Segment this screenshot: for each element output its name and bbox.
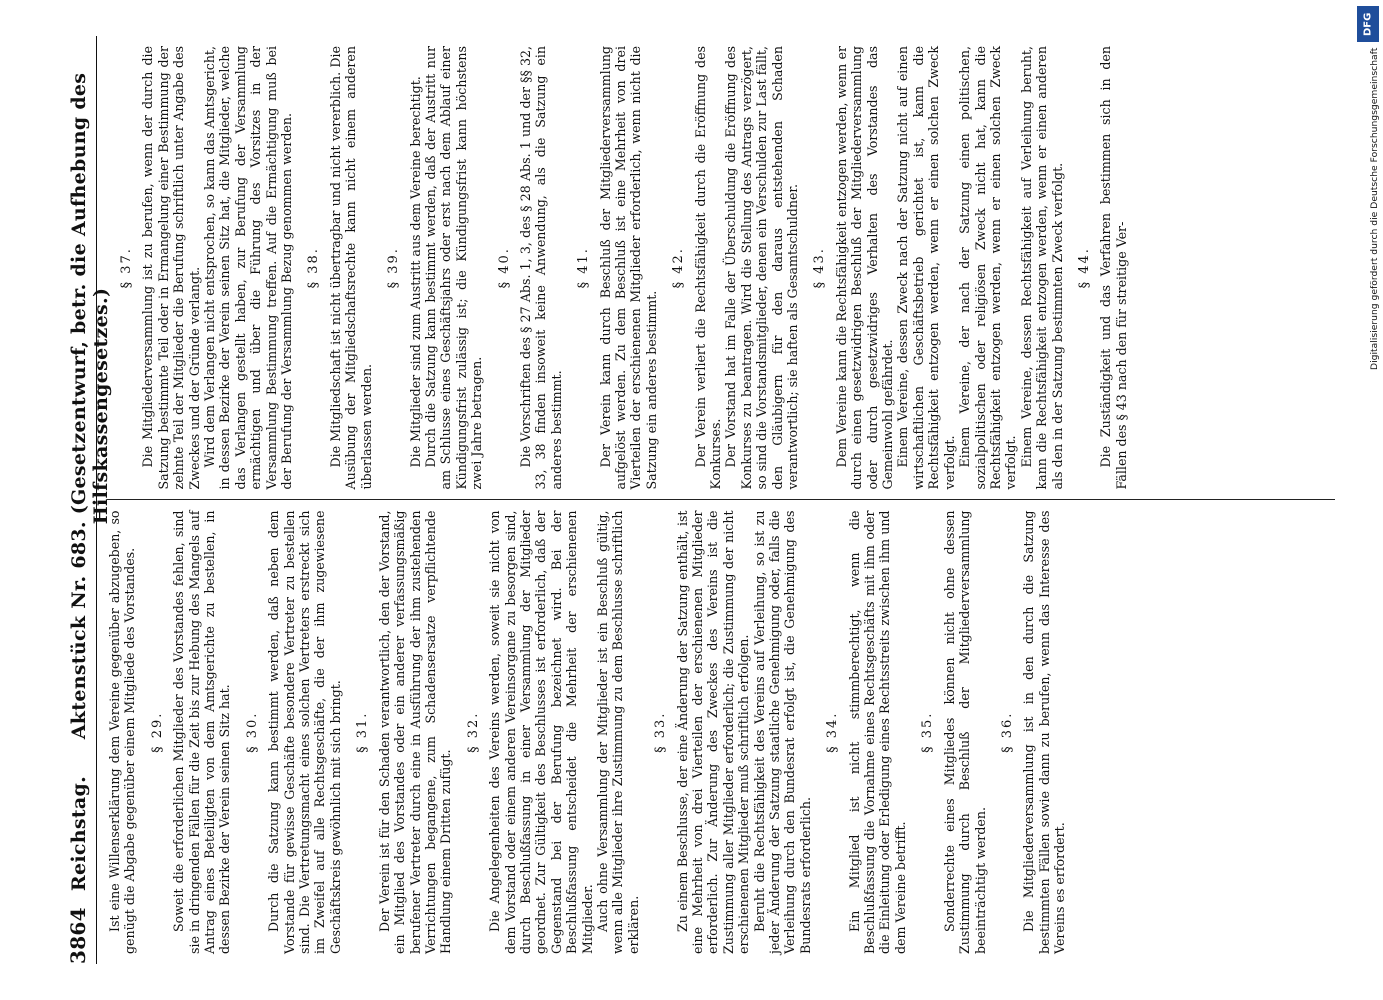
- page-header: [66, 36, 112, 964]
- chamber-name: Reichstag.: [68, 775, 90, 892]
- left-column: [103, 501, 1339, 965]
- text-columns: [103, 36, 1339, 964]
- column-divider: [107, 500, 1335, 501]
- section-heading: § 33.: [653, 711, 669, 753]
- section-heading: § 34.: [825, 711, 841, 753]
- paragraph: Soweit die erforderlichen Mitglieder des Vorstandes fehlen, sind sie in dringenden Fällen für die Zeit bis zur Hebung des Mangels auf Antrag eines Beteiligten von dem Amtsgerichte zu bestellen, in dessen Bezirke der Verein seinen Sitz hat.: [171, 510, 233, 954]
- section-heading: § 39.: [386, 247, 402, 289]
- paragraph: Die Mitgliederversammlung ist zu berufen, wenn der durch die Satzung bestimmte Teil oder in Ermangelung einer Bestimmung der zehnte Teil der Mitglieder die Berufung schriftlich unter Angabe des Zweckes und der Gründe verlangt.: [140, 46, 202, 490]
- paragraph: Der Vorstand hat im Falle der Überschuldung die Eröffnung des Konkurses zu beantragen. Wird die Stellung des Antrags verzögert, so sind die Vorstandsmitglieder, denen ein Verschulden zur Last fällt, den Gläubigern für den daraus entstehenden Schaden verantwortlich; sie haften als Gesamtschuldner.: [723, 46, 801, 490]
- paragraph: Ist eine Willenserklärung dem Vereine gegenüber abzugeben, so genügt die Abgabe gegenüber einem Mitgliede des Vorstandes.: [107, 510, 138, 954]
- section-heading: § 32.: [465, 711, 481, 753]
- paragraph: Ein Mitglied ist nicht stimmberechtigt, wenn die Beschlußfassung die Vornahme eines Rechtsgeschäfts mit ihm oder die Einleitung oder Erledigung eines Rechtsstreits zwischen ihm und dem Vereine betrifft.: [846, 510, 908, 954]
- paragraph: Der Verein verliert die Rechtsfähigkeit durch die Eröffnung des Konkurses.: [692, 46, 723, 490]
- document-title: Aktenstück Nr. 683. (Gesetzentwurf, betr. die Aufhebung des Hilfskassengesetzes.): [68, 72, 112, 740]
- paragraph: Die Mitgliedschaft ist nicht übertragbar und nicht vererblich. Die Ausübung der Mitgliedschaftsrechte kann nicht einem anderen überlassen werden.: [327, 46, 374, 490]
- paragraph: Auch ohne Versammlung der Mitglieder ist ein Beschluß gültig, wenn alle Mitglieder ihre Zustimmung zu dem Beschlusse schriftlich erklären.: [594, 510, 641, 954]
- paragraph: Die Mitgliederversammlung ist in den durch die Satzung bestimmten Fällen sowie dann zu berufen, wenn das Interesse des Vereins es erfordert.: [1021, 510, 1068, 954]
- section-heading: § 35.: [920, 711, 936, 753]
- paragraph: Einem Vereine, der nach der Satzung einen politischen, sozialpolitischen oder religiösen Zweck nicht hat, kann die Rechtsfähigkeit entzogen werden, wenn er einen solchen Zweck verfolgt.: [957, 46, 1019, 490]
- section-heading: § 42.: [671, 247, 687, 289]
- digitization-credit: Digitalisierung gefördert durch die Deutsche Forschungsgemeinschaft: [1369, 48, 1380, 371]
- paragraph: Beruht die Rechtsfähigkeit des Vereins auf Verleihung, so ist zu jeder Änderung der Satzung staatliche Genehmigung oder, falls die Verleihung durch den Bundesrat erfolgt ist, die Genehmigung des Bundesrats erforderlich.: [751, 510, 813, 954]
- paragraph: Die Vorschriften des § 27 Abs. 1, 3, des § 28 Abs. 1 und der §§ 32, 33, 38 finden insoweit keine Anwendung, als die Satzung ein anderes bestimmt.: [517, 46, 564, 490]
- paragraph: Einem Vereine, dessen Zweck nach der Satzung nicht auf einen wirtschaftlichen Geschäftsbetrieb gerichtet ist, kann die Rechtsfähigkeit entzogen werden, wenn er einen solchen Zweck verfolgt.: [895, 46, 957, 490]
- page-number: 3864: [66, 907, 90, 964]
- paragraph: Einem Vereine, dessen Rechtsfähigkeit auf Verleihung beruht, kann die Rechtsfähigkeit entzogen werden, wenn er einen anderen als den in der Satzung bestimmten Zweck verfolgt.: [1018, 46, 1065, 490]
- section-heading: § 43.: [812, 247, 828, 289]
- paragraph: Zu einem Beschlusse, der eine Änderung der Satzung enthält, ist eine Mehrheit von drei Vierteilen der erschienenen Mitglieder erforderlich. Zur Änderung des Zweckes des Vereins ist die Zustimmung aller Mitglieder erforderlich; die Zustimmung der nicht erschienenen Mitglieder muß schriftlich erfolgen.: [674, 510, 752, 954]
- document-page: [60, 28, 1350, 972]
- section-heading: § 36.: [999, 711, 1015, 753]
- paragraph: Die Zuständigkeit und das Verfahren bestimmen sich in den Fällen des § 43 nach den für streitige Ver-: [1098, 46, 1129, 490]
- paragraph: Der Verein kann durch Beschluß der Mitgliederversammlung aufgelöst werden. Zu dem Beschluß ist eine Mehrheit von drei Vierteilen der erschienenen Mitglieder erforderlich, wenn nicht die Satzung ein anderes bestimmt.: [597, 46, 659, 490]
- section-heading: § 29.: [149, 711, 165, 753]
- section-heading: § 37.: [119, 247, 134, 289]
- right-column: [103, 36, 1339, 500]
- paragraph: Sonderrechte eines Mitgliedes können nicht ohne dessen Zustimmung durch Beschluß der Mitgliederversammlung beeinträchtigt werden.: [941, 510, 988, 954]
- scanned-page-area: [60, 28, 1350, 972]
- paragraph: Die Angelegenheiten des Vereins werden, soweit sie nicht von dem Vorstand oder einem anderen Vereinsorgane zu besorgen sind, durch Beschlußfassung in einer Versammlung der Mitglieder geordnet. Zur Gültigkeit des Beschlusses ist erforderlich, daß der Gegenstand bei der Berufung bezeichnet wird. Bei der Beschlußfassung entscheidet die Mehrheit der erschienenen Mitglieder.: [487, 510, 595, 954]
- section-heading: § 44.: [1076, 247, 1092, 289]
- paragraph: Durch die Satzung kann bestimmt werden, daß der Austritt nur am Schlusse eines Geschäftsjahrs oder erst nach dem Ablauf einer Kündigungsfrist zulässig ist; die Kündigungsfrist kann höchstens zwei Jahre betragen.: [422, 46, 485, 490]
- section-heading: § 40.: [496, 247, 512, 289]
- dfg-logo: DFG: [1357, 6, 1379, 42]
- paragraph: Dem Vereine kann die Rechtsfähigkeit entzogen werden, wenn er durch einen gesetzwidrigen Beschluß der Mitgliederversammlung oder durch gesetzwidriges Verhalten des Vorstandes das Gemeinwohl gefährdet.: [833, 46, 896, 490]
- section-heading: § 31.: [355, 711, 371, 753]
- paragraph: Die Mitglieder sind zum Austritt aus dem Vereine berechtigt.: [407, 76, 423, 468]
- paragraph: Durch die Satzung kann bestimmt werden, daß neben dem Vorstande für gewisse Geschäfte besondere Vertreter zu bestellen sind. Die Vertretungsmacht eines solchen Vertreters erstreckt sich im Zweifel auf alle Rechtsgeschäfte, die der ihm zugewiesene Geschäftskreis gewöhnlich mit sich bringt.: [266, 510, 343, 954]
- section-heading: § 30.: [244, 711, 260, 753]
- paragraph: Der Verein ist für den Schaden verantwortlich, den der Vorstand, ein Mitglied des Vorstandes oder ein anderer verfassungsmäßig berufener Vertreter durch eine in Ausführung der ihm zustehenden Verrichtungen begangene, zum Schadensersatze verpflichtende Handlung einem Dritten zufügt.: [376, 510, 454, 954]
- section-heading: § 41.: [576, 247, 592, 289]
- paragraph: Wird dem Verlangen nicht entsprochen, so kann das Amtsgericht, in dessen Bezirke der Verein seinen Sitz hat, die Mitglieder, welche das Verlangen gestellt haben, zur Berufung der Versammlung ermächtigen und über die Führung des Vorsitzes in der Versammlung Bestimmung treffen. Auf die Ermächtigung muß bei der Berufung der Versammlung Bezug genommen werden.: [202, 46, 295, 490]
- section-heading: § 38.: [306, 247, 322, 289]
